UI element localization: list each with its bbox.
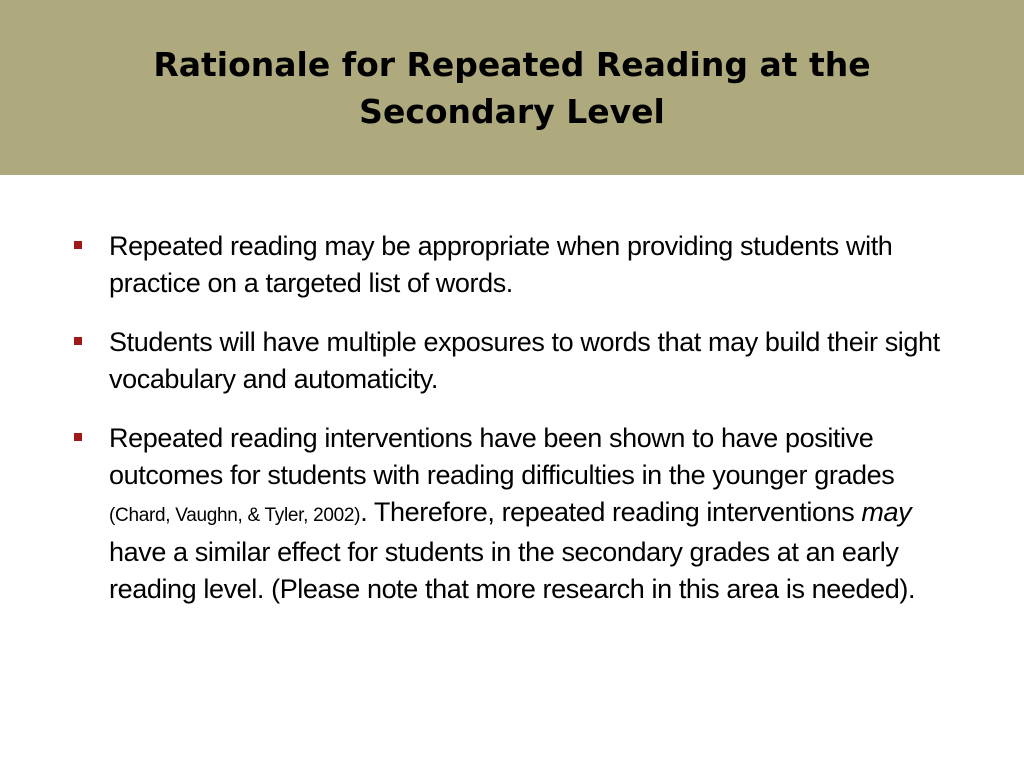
bullet-item xyxy=(72,420,952,608)
bullet-text: Students will have multiple exposures to words that may build their sight vocabulary and automaticity. xyxy=(109,327,940,394)
bullet-text-part3: have a similar effect for students in the secondary grades at an early reading level. (Please note that more research in this area is needed). xyxy=(109,537,916,604)
bullet-item xyxy=(72,324,952,398)
square-bullet-icon xyxy=(74,241,82,249)
slide-title: Rationale for Repeated Reading at the Secondary Level xyxy=(153,44,871,131)
square-bullet-icon xyxy=(74,337,82,345)
bullet-list xyxy=(72,228,952,608)
bullet-text: Repeated reading may be appropriate when providing students with practice on a targeted list of words. xyxy=(109,231,893,298)
slide-content xyxy=(72,228,952,630)
bullet-item xyxy=(72,228,952,302)
square-bullet-icon xyxy=(74,433,82,441)
emphasis-text: may xyxy=(861,497,912,527)
title-band xyxy=(0,0,1024,175)
citation: (Chard, Vaughn, & Tyler, 2002) xyxy=(109,505,361,526)
bullet-text-part1: Repeated reading interventions have been shown to have positive outcomes for students with reading difficulties in the younger grades xyxy=(109,423,895,490)
bullet-text-part2: . Therefore, repeated reading interventions xyxy=(360,497,862,527)
